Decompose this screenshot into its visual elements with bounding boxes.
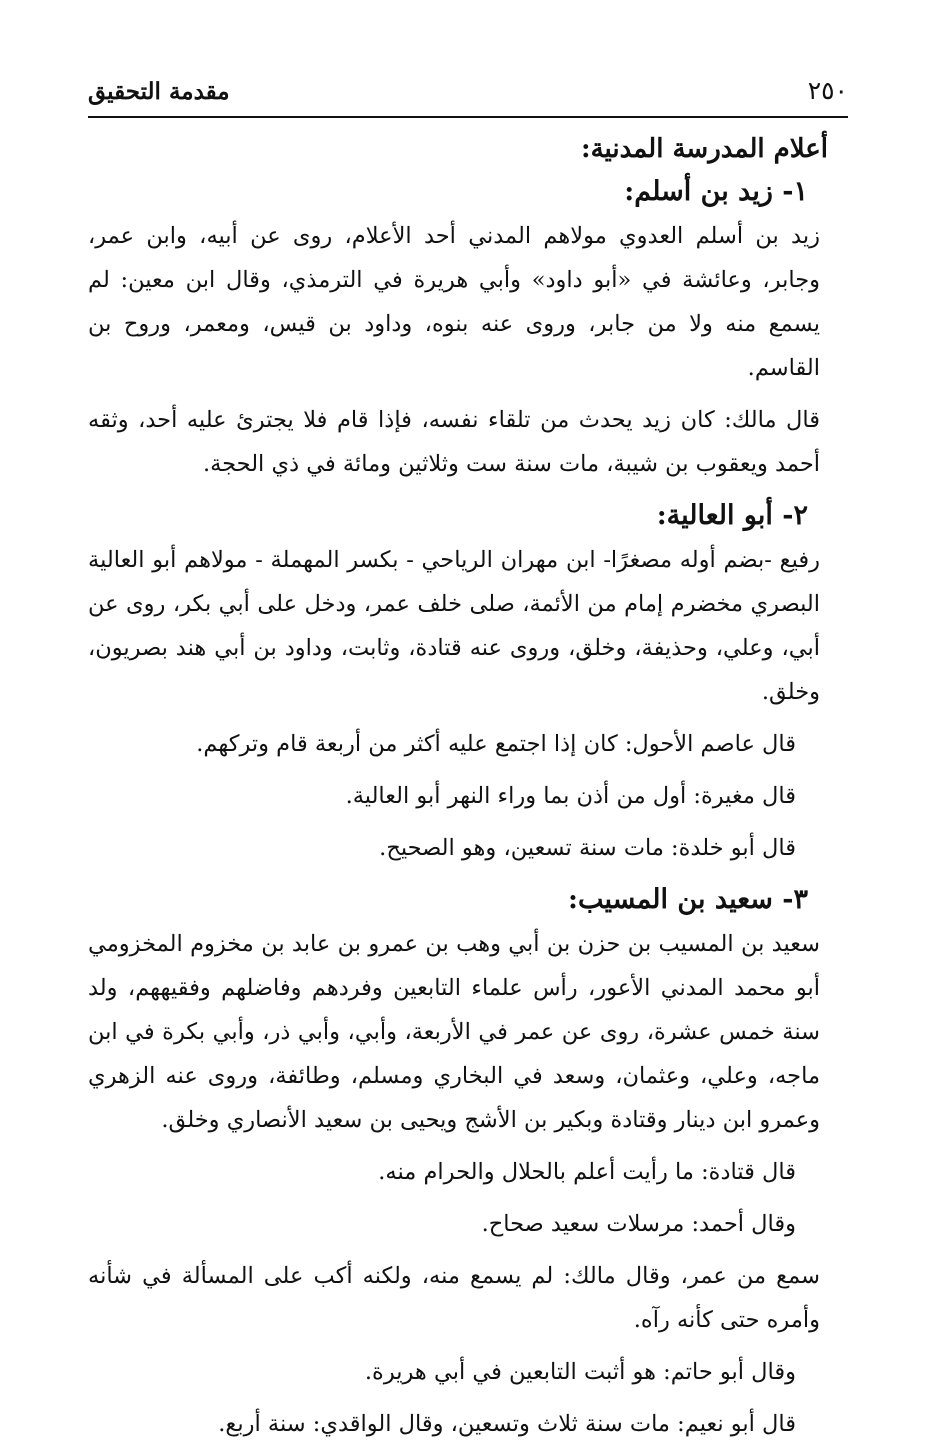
entry-quote: قال مغيرة: أول من أذن بما وراء النهر أبو العالية.	[345, 783, 796, 809]
entry-quote: قال عاصم الأحول: كان إذا اجتمع عليه أكثر من أربعة قام وتركهم.	[196, 731, 796, 757]
entry-quote: وقال أبو حاتم: هو أثبت التابعين في أبي هريرة.	[364, 1359, 796, 1385]
entry-heading-said: ٣- سعيد بن المسيب:	[567, 884, 808, 915]
page-body	[88, 128, 848, 1454]
entry-paragraph: قال مالك: كان زيد يحدث من تلقاء نفسه، فإذا قام فلا يجترئ عليه أحد، وثقه أحمد ويعقوب بن شيبة، مات سنة ست وثلاثين ومائة في ذي الحجة.	[88, 407, 820, 477]
entry-heading-zayd: ١- زيد بن أسلم:	[624, 176, 808, 207]
entry-paragraph: رفيع -بضم أوله مصغرًا- ابن مهران الرياحي - بكسر المهملة - مولاهم أبو العالية البصري مخضرم إمام من الأئمة، صلى خلف عمر، ودخل على أبي بكر، روى عن أبي، وعلي، وحذيفة، وخلق، وروى عنه قتادة، وثابت، وداود بن أبي هند بصريون، وخلق.	[88, 547, 820, 705]
entry-quote: قال أبو نعيم: مات سنة ثلاث وتسعين، وقال الواقدي: سنة أربع.	[218, 1411, 796, 1437]
entry-paragraph: سعيد بن المسيب بن حزن بن أبي وهب بن عمرو بن عابد بن مخزوم المخزومي أبو محمد المدني الأعور، رأس علماء التابعين وفردهم وفاضلهم وفقيههم، ولد سنة خمس عشرة، روى عن عمر في الأربعة، وأبي، وأبي ذر، وأبي بكرة في ابن ماجه، وعلي، وعثمان، وسعد في البخاري ومسلم، وطائفة، وروى عنه الزهري وعمرو ابن دينار وقتادة وبكير بن الأشج ويحيى بن سعيد الأنصاري وخلق.	[88, 931, 820, 1133]
entry-quote: قال أبو خلدة: مات سنة تسعين، وهو الصحيح.	[379, 835, 796, 861]
entry-quote: قال قتادة: ما رأيت أعلم بالحلال والحرام منه.	[378, 1159, 796, 1185]
entry-quote: وقال أحمد: مرسلات سعيد صحاح.	[481, 1211, 796, 1237]
entry-paragraph: سمع من عمر، وقال مالك: لم يسمع منه، ولكنه أكب على المسألة في شأنه وأمره حتى كأنه رآه.	[88, 1263, 820, 1333]
page-header	[88, 72, 848, 118]
page-number: ٢٥٠	[807, 76, 848, 105]
running-title: مقدمة التحقيق	[88, 78, 230, 105]
entry-paragraph: زيد بن أسلم العدوي مولاهم المدني أحد الأعلام، روى عن أبيه، وابن عمر، وجابر، وعائشة في «أبو داود» وأبي هريرة في الترمذي، وقال ابن معين: لم يسمع منه ولا من جابر، وروى عنه بنوه، وداود بن قيس، ومعمر، وروح بن القاسم.	[88, 223, 820, 381]
entry-heading-abu-aliya: ٢- أبو العالية:	[656, 500, 808, 531]
section-title: أعلام المدرسة المدنية:	[581, 134, 828, 164]
